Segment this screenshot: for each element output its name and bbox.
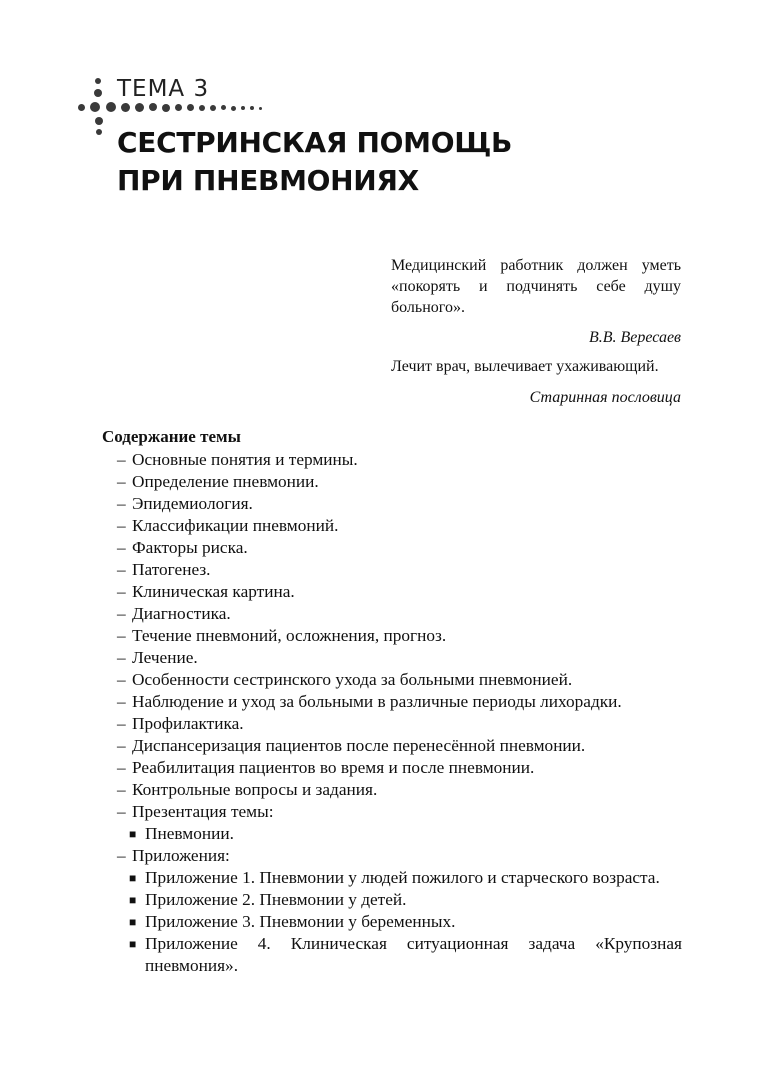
square-bullet-icon: ■ [129,827,137,841]
dot [95,117,103,125]
epigraph-2 [391,356,681,408]
sub-list-item [102,889,682,911]
sub-list-item [102,933,682,977]
decorative-dots [0,0,764,140]
dot [78,104,85,111]
title-line-1: СЕСТРИНСКАЯ ПОМОЩЬ [117,126,513,159]
list-item [102,779,682,801]
dot [210,105,216,111]
list-item [102,581,682,603]
list-item [102,735,682,757]
list-item-text: Клиническая картина. [132,582,295,601]
list-item-text: Приложения: [132,846,230,865]
list-item-text: Презентация темы: [132,802,274,821]
epigraph-text: Лечит врач, вылечивает ухаживающий. [391,358,659,375]
dash-marker: – [117,670,126,689]
list-item-text: Эпидемиология. [132,494,253,513]
dot [259,107,262,110]
dot [149,103,157,111]
list-item-text: Особенности сестринского ухода за больными пневмонией. [132,670,573,689]
list-item [102,559,682,581]
dash-marker: – [117,780,126,799]
list-item [102,647,682,669]
dash-marker: – [117,714,126,733]
list-item-text: Классификации пневмоний. [132,516,339,535]
epigraph-author: В.В. Вересаев [588,329,681,346]
dot [96,129,102,135]
sub-item-text: Приложение 3. Пневмонии у беременных. [145,912,456,931]
sub-item-text: Приложение 4. Клиническая ситуационная задача «Крупозная пневмония». [145,934,682,975]
list-item-text: Патогенез. [132,560,211,579]
epigraph-author: Старинная пословица [529,389,681,406]
list-item [102,691,682,713]
contents-title: Содержание темы [102,427,241,446]
dash-marker: – [117,472,126,491]
dot [106,102,116,112]
list-item [102,449,682,471]
list-item [102,471,682,493]
list-item [102,801,682,823]
list-item-text: Лечение. [132,648,198,667]
dot [221,105,226,110]
square-bullet-icon: ■ [129,915,137,929]
list-item-text: Основные понятия и термины. [132,450,358,469]
list-item [102,845,682,867]
square-bullet-icon: ■ [129,937,137,951]
dot [231,106,236,111]
sub-item-text: Приложение 2. Пневмонии у детей. [145,890,407,909]
dash-marker: – [117,582,126,601]
list-item [102,713,682,735]
list-item [102,625,682,647]
dash-marker: – [117,758,126,777]
list-item [102,669,682,691]
list-item-text: Реабилитация пациентов во время и после пневмонии. [132,758,535,777]
list-item [102,603,682,625]
sub-list-item [102,911,682,933]
sub-item-text: Приложение 1. Пневмонии у людей пожилого и старческого возраста. [145,868,660,887]
list-item [102,757,682,779]
list-item-text: Течение пневмоний, осложнения, прогноз. [132,626,447,645]
list-item-text: Контрольные вопросы и задания. [132,780,378,799]
dot [90,102,100,112]
dash-marker: – [117,626,126,645]
list-item [102,537,682,559]
square-bullet-icon: ■ [129,871,137,885]
dot [241,106,245,110]
square-bullet-icon: ■ [129,893,137,907]
list-item [102,515,682,537]
sub-list-item [102,823,682,845]
title-line-2: ПРИ ПНЕВМОНИЯХ [117,164,419,197]
dash-marker: – [117,538,126,557]
theme-label: ТЕМА 3 [117,76,210,102]
dot [250,106,254,110]
sub-list-item [102,867,682,889]
list-item-text: Факторы риска. [132,538,248,557]
dash-marker: – [117,648,126,667]
list-item-text: Диагностика. [132,604,231,623]
dash-marker: – [117,802,126,821]
dot [187,104,194,111]
dash-marker: – [117,516,126,535]
sub-item-text: Пневмонии. [145,824,234,843]
epigraph-text: Медицинский работник должен уметь «покорять и подчинять себе душу больного». [391,257,681,316]
epigraph-1 [391,255,681,348]
page-title [117,124,512,200]
dot [95,78,101,84]
dash-marker: – [117,604,126,623]
list-item-text: Профилактика. [132,714,244,733]
dash-marker: – [117,846,126,865]
dot [162,104,170,112]
list-item-text: Определение пневмонии. [132,472,319,491]
dash-marker: – [117,692,126,711]
list-item-text: Наблюдение и уход за больными в различные периоды лихорадки. [132,692,622,711]
dot [199,105,205,111]
dot [121,103,130,112]
dash-marker: – [117,736,126,755]
list-item [102,493,682,515]
dot [175,104,182,111]
dash-marker: – [117,494,126,513]
dot [94,89,102,97]
contents-section [102,426,682,977]
dash-marker: – [117,450,126,469]
list-item-text: Диспансеризация пациентов после перенесённой пневмонии. [132,736,586,755]
dot [135,103,144,112]
dash-marker: – [117,560,126,579]
